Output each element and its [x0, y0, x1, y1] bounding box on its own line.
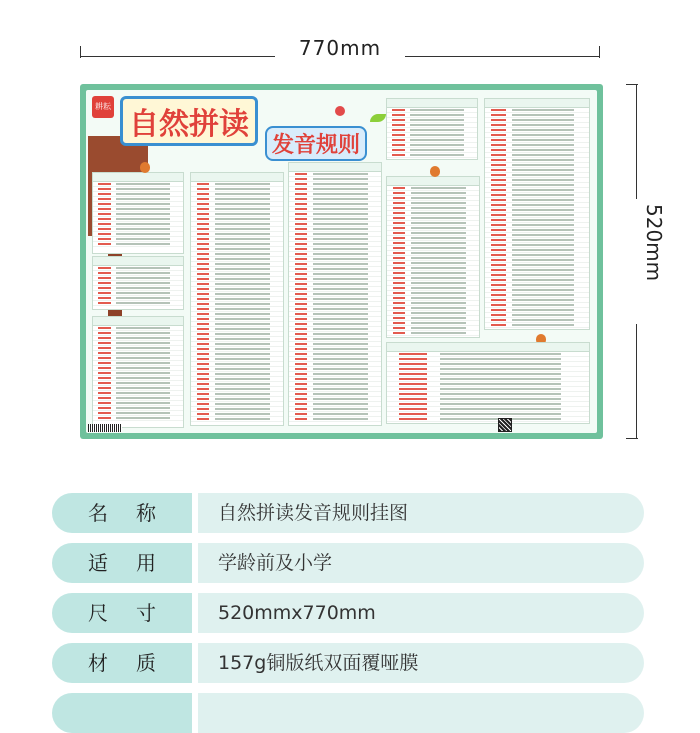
- rule-table-sounds: [386, 176, 480, 338]
- dimension-tick: [599, 46, 600, 58]
- dimension-line: [636, 324, 637, 438]
- section-tag: [430, 166, 440, 177]
- spec-label: 适用: [52, 543, 192, 583]
- spec-row-size: [52, 593, 644, 633]
- spec-row-name: [52, 493, 644, 533]
- rule-table-vowels: [92, 172, 184, 254]
- width-dimension: [80, 36, 600, 66]
- dimension-line: [636, 84, 637, 199]
- rule-table-letter-groups: [190, 172, 284, 426]
- spec-value: 520mmx770mm: [198, 593, 644, 633]
- notes-panel: [386, 342, 590, 424]
- dimension-line: [405, 56, 600, 57]
- poster-image: [80, 84, 603, 439]
- spec-row-partial: [52, 693, 644, 733]
- width-label: 770mm: [298, 36, 382, 60]
- rule-table-right: [484, 98, 590, 330]
- barcode: [88, 424, 122, 432]
- spec-row-age: [52, 543, 644, 583]
- spec-label: 尺寸: [52, 593, 192, 633]
- spec-label: 名称: [52, 493, 192, 533]
- qr-code: [498, 418, 512, 432]
- spec-label: 材质: [52, 643, 192, 683]
- poster-subtitle: 发音规则: [265, 126, 367, 161]
- dimension-tick: [626, 438, 638, 439]
- poster-title-main: 自然拼读: [120, 96, 258, 146]
- height-dimension: [622, 84, 666, 439]
- spec-value: 自然拼读发音规则挂图: [198, 493, 644, 533]
- spec-row-material: [52, 643, 644, 683]
- rule-table-consonants: [92, 316, 184, 428]
- section-tag: [140, 162, 150, 173]
- rule-table-top: [386, 98, 478, 160]
- height-label: 520mm: [642, 204, 666, 282]
- rule-table-combos: [288, 162, 382, 426]
- spec-label: [52, 693, 192, 733]
- spec-value: [198, 693, 644, 733]
- brand-logo: 耕耘: [92, 96, 114, 118]
- ladybug-decoration: [335, 106, 345, 116]
- spec-value: 157g铜版纸双面覆哑膜: [198, 643, 644, 683]
- poster-title: [120, 102, 258, 140]
- spec-value: 学龄前及小学: [198, 543, 644, 583]
- rule-table-endings: [92, 256, 184, 310]
